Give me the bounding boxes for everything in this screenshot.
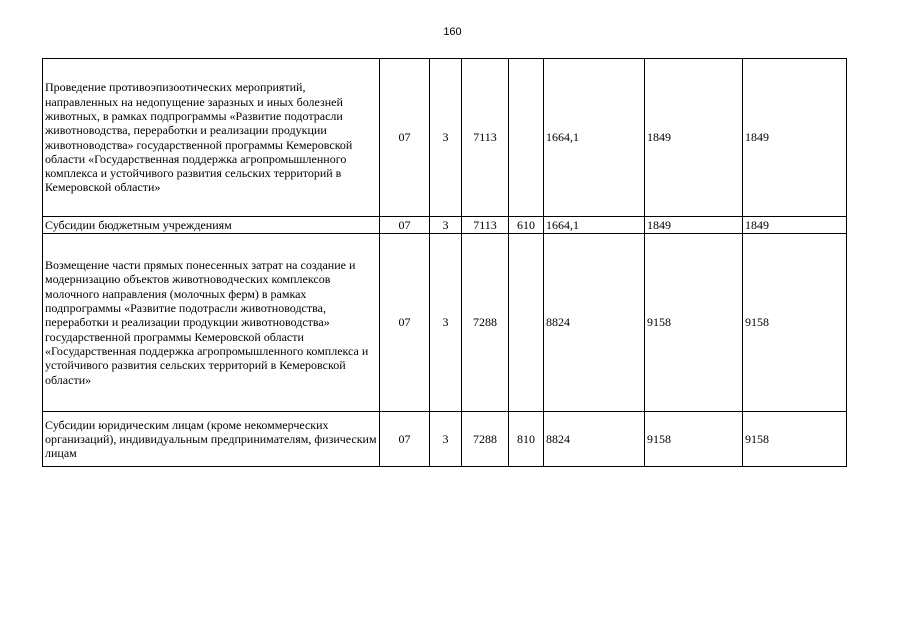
expense-type-code: 610 xyxy=(509,217,544,234)
amount-year-1: 1664,1 xyxy=(544,217,645,234)
subsection-code: 3 xyxy=(430,234,462,412)
section-code: 07 xyxy=(380,234,430,412)
section-code: 07 xyxy=(380,412,430,467)
table-row xyxy=(43,234,847,412)
subsection-code: 3 xyxy=(430,59,462,217)
budget-table xyxy=(42,58,847,467)
row-name: Субсидии юридическим лицам (кроме некоммерческих организаций), индивидуальным предпринимателям, физическим лицам xyxy=(43,412,380,467)
section-code: 07 xyxy=(380,59,430,217)
subsection-code: 3 xyxy=(430,412,462,467)
expense-type-code xyxy=(509,234,544,412)
table-row xyxy=(43,59,847,217)
target-article-code: 7113 xyxy=(462,59,509,217)
amount-year-2: 9158 xyxy=(645,234,743,412)
amount-year-1: 8824 xyxy=(544,412,645,467)
amount-year-3: 1849 xyxy=(743,59,847,217)
row-name: Возмещение части прямых понесенных затрат на создание и модернизацию объектов животноводческих комплексов молочного направления (молочных ферм) в рамках подпрограммы «Развитие подотрасли животноводства, переработки и реализации продукции животноводства» государственной программы Кемеровской области «Государственная поддержка агропромышленного комплекса и устойчивого развития сельских территорий в Кемеровской области» xyxy=(43,234,380,412)
amount-year-2: 1849 xyxy=(645,217,743,234)
amount-year-3: 1849 xyxy=(743,217,847,234)
table-row xyxy=(43,217,847,234)
amount-year-2: 1849 xyxy=(645,59,743,217)
section-code: 07 xyxy=(380,217,430,234)
expense-type-code xyxy=(509,59,544,217)
table-row xyxy=(43,412,847,467)
subsection-code: 3 xyxy=(430,217,462,234)
expense-type-code: 810 xyxy=(509,412,544,467)
amount-year-3: 9158 xyxy=(743,234,847,412)
amount-year-1: 1664,1 xyxy=(544,59,645,217)
amount-year-1: 8824 xyxy=(544,234,645,412)
target-article-code: 7113 xyxy=(462,217,509,234)
amount-year-3: 9158 xyxy=(743,412,847,467)
row-name: Субсидии бюджетным учреждениям xyxy=(43,217,380,234)
target-article-code: 7288 xyxy=(462,234,509,412)
amount-year-2: 9158 xyxy=(645,412,743,467)
row-name: Проведение противоэпизоотических мероприятий, направленных на недопущение заразных и иных болезней животных, в рамках подпрограммы «Развитие подотрасли животноводства, переработки и реализации продукции животноводства» государственной программы Кемеровской области «Государственная поддержка агропромышленного комплекса и устойчивого развития сельских территорий в Кемеровской области» xyxy=(43,59,380,217)
page-number: 160 xyxy=(443,26,462,38)
target-article-code: 7288 xyxy=(462,412,509,467)
